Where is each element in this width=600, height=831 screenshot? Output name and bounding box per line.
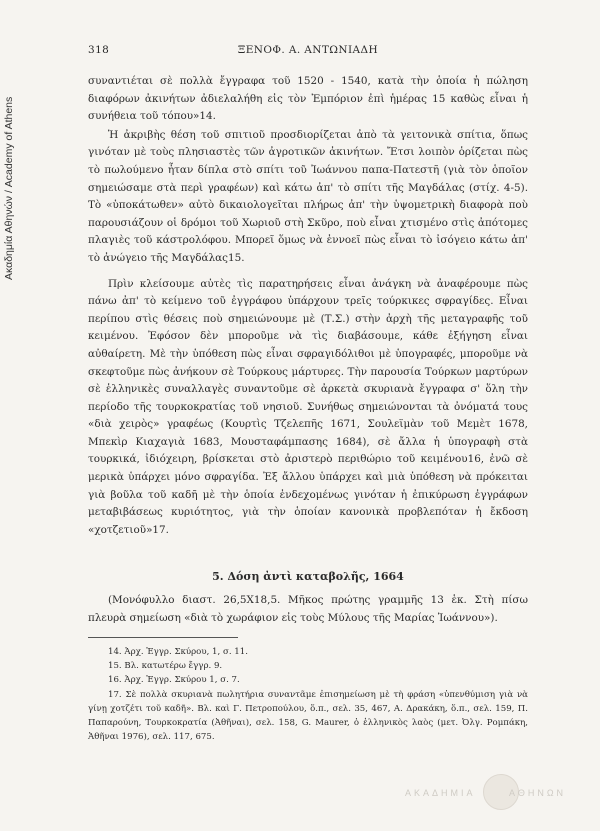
page-number: 318 xyxy=(88,44,110,56)
watermark-text: ΑΚΑΔΗΜΙΑ xyxy=(405,788,476,798)
footnote: 15. Βλ. κατωτέρω ἔγγρ. 9. xyxy=(108,661,223,672)
section-description: (Μονόφυλλο διαστ. 26,5Χ18,5. Μῆκος πρώτης γραμμῆς 13 ἑκ. Στὴ πίσω πλευρὰ σημείωση «διὰ τὸ χωράφιον εἰς τοὺς Μύλους τῆς Μαρίας Ἰωάννου»). xyxy=(88,594,528,624)
running-head: ΞΕΝΟΦ. Α. ΑΝΤΩΝΙΑΔΗ xyxy=(237,44,379,56)
footnote: 14. Ἀρχ. Ἐγγρ. Σκύρου, 1, σ. 11. xyxy=(108,647,248,657)
footnote: 17. Σὲ πολλὰ σκυριανὰ πωλητήρια συναντᾶμε ἐπισημείωση μὲ τὴ φράση «ὑπενθύμιση γιὰ νὰ γίνῃ χοτζέτι τοῦ καδῆ». Βλ. καὶ Γ. Πετροπούλου, ὅ.π., σελ. 35, 467, Α. Δρακάκη, ὅ.π., σελ. 159, Π. Παπαρούνη, Τουρκοκρατία (Ἀθῆναι), σελ. 158, G. Maurer, ὁ ἑλληνικὸς λαὸς (μετ. Ὀλγ. Ρομπάκη, Ἀθῆναι 1976), σελ. 117, 675. xyxy=(88,689,528,743)
section-heading: 5. Δόση ἀντὶ καταβολῆς, 1664 xyxy=(212,570,404,583)
footnote-divider xyxy=(88,637,238,638)
paragraph: συναντιέται σὲ πολλὰ ἔγγραφα τοῦ 1520 - 1540, κατὰ τὴν ὁποία ἡ πώληση διαφόρων ἀκινήτων ἀδιελαλήθη εἰς τὸν Ἐμπόριον ἐπὶ ἡμέρας 15 καθὼς εἶναι ἡ συνήθεια τοῦ τόπου»14. xyxy=(88,75,528,123)
archive-side-note: Ακαδημία Αθηνών / Academy of Athens xyxy=(3,96,15,280)
paragraph: Ἡ ἀκριβὴς θέση τοῦ σπιτιοῦ προσδιορίζεται ἀπὸ τὰ γειτονικὰ σπίτια, ὅπως γινόταν μὲ τοὺς πλησιαστὲς τῶν ἀγροτικῶν ἀκινήτων. Ἔτσι λοιπὸν ὁρίζεται πὼς τὸ πωλούμενο ἦταν δίπλα στὸ σπίτι τοῦ Ἰωάννου παπα-Πατεστῆ (γιὰ τὸν ὁποῖον σημειώσαμε στὰ περὶ γραφέων) καὶ κάτω ἀπ' τὸ σπίτι τῆς Μαγδάλας (στίχ. 4-5). Τὸ «ὑποκάτωθεν» αὐτὸ δικαιολογεῖται πλήρως ἀπ' τὴν ὑψομετρικὴ διαφορὰ ποὺ παρουσιάζουν οἱ δρόμοι τοῦ Χωριοῦ στὴ Σκῦρο, ποὺ εἶναι χτισμένο στὶς ἀπότομες πλαγιὲς τοῦ κάστρολόφου. Μπορεῖ ὅμως νὰ ἐννοεῖ πὼς εἶναι τὸ ἰσόγειο κάτω ἀπ' τὸ ἀνώγειο τῆς Μαγδάλας15. xyxy=(88,128,528,264)
footnote: 16. Ἀρχ. Ἐγγρ. Σκύρου 1, σ. 7. xyxy=(108,675,240,686)
paragraph: Πρὶν κλείσουμε αὐτὲς τὶς παρατηρήσεις εἶναι ἀνάγκη νὰ ἀναφέρουμε πὼς πάνω ἀπ' τὸ κείμενο τοῦ ἐγγράφου ὑπάρχουν τρεῖς τούρκικες σφραγίδες. Εἶναι περίπου στὶς θέσεις ποὺ σημειώνουμε μὲ (Τ.Σ.) στὴν ἀρχὴ τῆς μεταγραφῆς τοῦ κειμένου. Ἐφόσον δὲν μποροῦμε νὰ τὶς διαβάσουμε, κάθε ἐξήγηση εἶναι αὐθαίρετη. Μὲ τὴν ὑπόθεση πὼς εἶναι σφραγιδόλιθοι μὲ ὑπογραφές, μποροῦμε νὰ σκεφτοῦμε πὼς ἀνήκουν σὲ Τούρκους μάρτυρες. Τὴν παρουσία Τούρκων μαρτύρων σὲ ἑλληνικὲς συναλλαγὲς συναντοῦμε σὲ ἀρκετὰ σκυριανὰ ἔγγραφα σ' ὅλη τὴν περίοδο τῆς τουρκοκρατίας τοῦ νησιοῦ. Συνήθως σημειώνονται τὰ ὀνόματά τους «διὰ χειρὸς» γραφέως (Κουρτὶς Τζελεπῆς 1671, Σουλεϊμὰν τοῦ Μεμὲτ 1678, Μπεκὶρ Κιαχαγιὰ 1683, Μουσταφάμπασης 1684), σὲ ἄλλα ἡ ὑπογραφὴ στὰ τουρκικά, ἰδιόχειρη, βρίσκεται στὸ ἀριστερὸ περιθώριο τοῦ κειμένου16, ἐνῶ σὲ μερικὰ ὑπάρχει μόνο σφραγίδα. Ἐξ ἄλλου ὑπάρχει καὶ μιὰ ὑπόθεση νὰ πρόκειται γιὰ βοῦλα τοῦ καδῆ μὲ τὴν ὁποία ἐνδεχομένως γινόταν ἡ ἐπικύρωση ἐγγράφων μεταβιβάσεως κυριότητος, γιὰ τὴν ὁποίαν κανονικὰ προβλεπόταν ἡ ἔκδοση «χοτζετιοῦ»17. xyxy=(88,277,528,536)
footnotes xyxy=(88,645,528,744)
academy-watermark xyxy=(405,784,567,806)
page-header xyxy=(88,44,528,60)
body-text xyxy=(88,73,528,539)
watermark-text: ΑΘΗΝΩΝ xyxy=(509,788,567,798)
